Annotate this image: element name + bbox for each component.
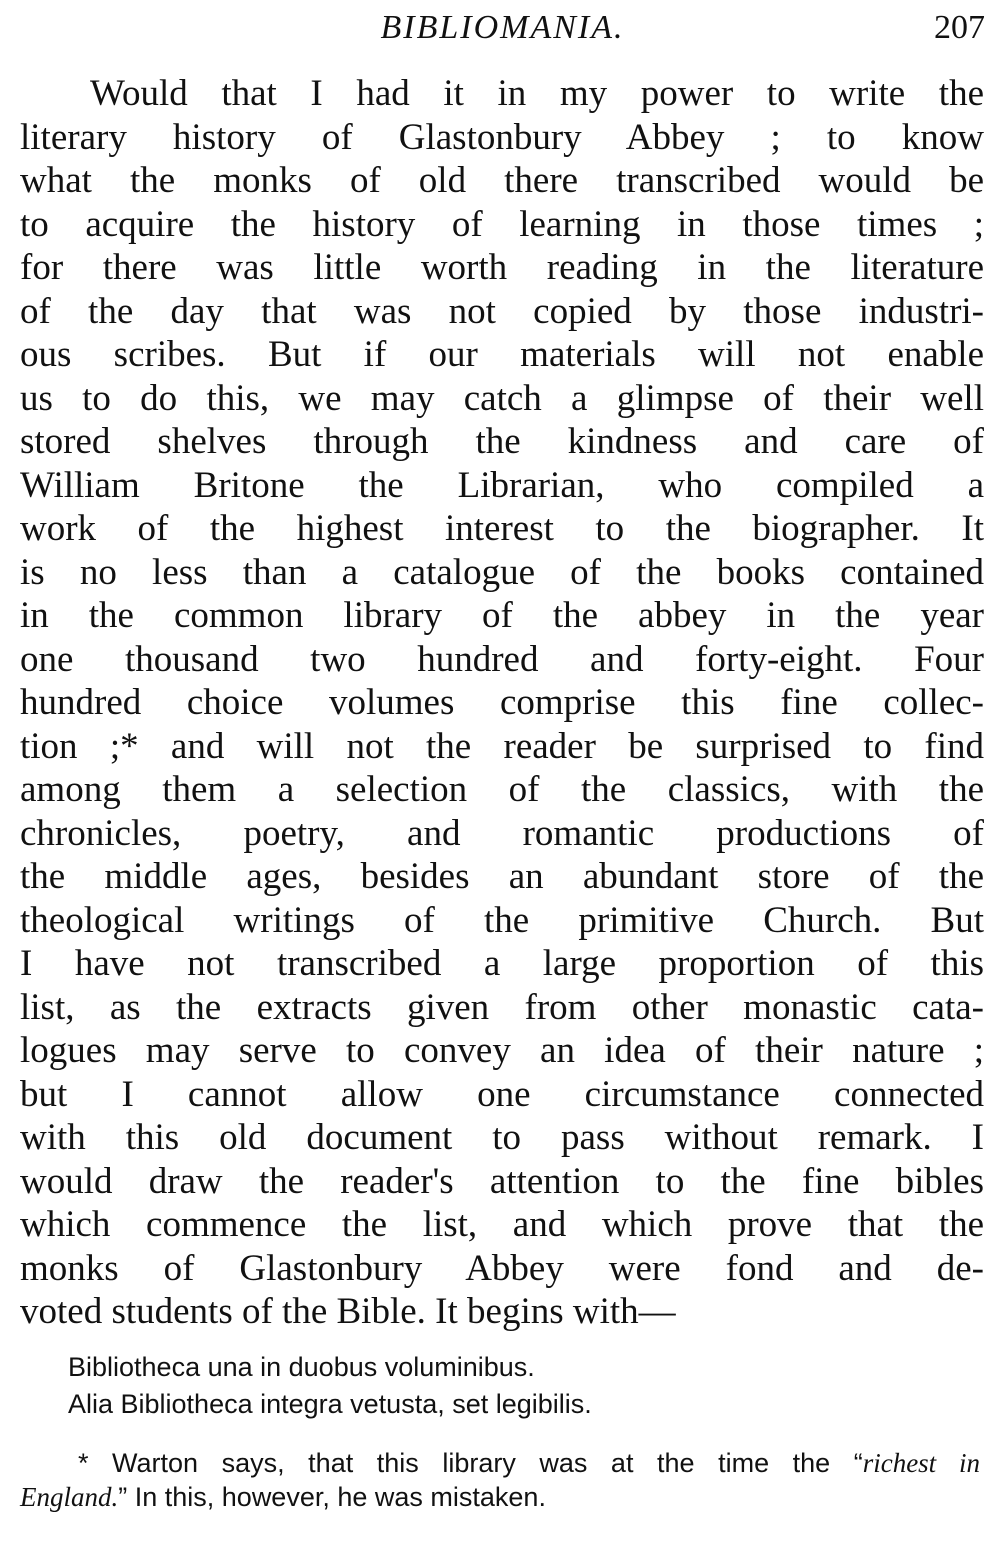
- body-line: monks of Glastonbury Abbey were fond and de-: [20, 1247, 984, 1289]
- body-line: but I cannot allow one circumstance connected: [20, 1073, 984, 1115]
- body-line: what the monks of old there transcribed would be: [20, 160, 984, 201]
- body-line: would draw the reader's attention to the fine bibles: [20, 1160, 984, 1202]
- body-line: logues may serve to convey an idea of their nature ;: [20, 1030, 984, 1071]
- body-line: for there was little worth reading in the literature: [20, 247, 984, 288]
- footnote: [20, 1446, 980, 1514]
- body-line: to acquire the history of learning in those times ;: [20, 203, 984, 245]
- body-line: in the common library of the abbey in the year: [20, 595, 984, 636]
- body-line: us to do this, we may catch a glimpse of their well: [20, 377, 984, 419]
- body-line: I have not transcribed a large proportion of this: [20, 943, 984, 984]
- catalogue-entry: Bibliotheca una in duobus voluminibus.: [68, 1352, 535, 1382]
- body-line: tion ;* and will not the reader be surprised to find: [20, 725, 984, 767]
- body-line: the middle ages, besides an abundant store of the: [20, 856, 984, 897]
- body-line: theological writings of the primitive Church. But: [20, 899, 984, 941]
- page-number: 207: [934, 9, 985, 46]
- footnote-line: [20, 1480, 980, 1514]
- body-line: voted students of the Bible. It begins with—: [20, 1291, 676, 1332]
- running-head: [20, 6, 985, 50]
- running-title: BIBLIOMANIA.: [380, 9, 625, 46]
- body-line: which commence the list, and which prove that the: [20, 1204, 984, 1245]
- body-line: literary history of Glastonbury Abbey ; to know: [20, 116, 984, 158]
- body-line: chronicles, poetry, and romantic productions of: [20, 812, 984, 854]
- footnote-quote: England.: [20, 1482, 119, 1512]
- footnote-line: [20, 1446, 980, 1480]
- footnote-text: ” In this, however, he was mistaken.: [118, 1482, 546, 1512]
- body-line: is no less than a catalogue of the books contained: [20, 551, 984, 593]
- body-paragraph: [20, 72, 984, 1334]
- body-line: ous scribes. But if our materials will not enable: [20, 334, 984, 375]
- body-line: among them a selection of the classics, with the: [20, 769, 984, 810]
- body-line: with this old document to pass without remark. I: [20, 1117, 984, 1158]
- body-line: list, as the extracts given from other monastic cata-: [20, 986, 984, 1028]
- body-line: stored shelves through the kindness and care of: [20, 421, 984, 462]
- body-line: work of the highest interest to the biographer. It: [20, 508, 984, 549]
- body-line: William Britone the Librarian, who compiled a: [20, 464, 984, 506]
- body-line: Would that I had it in my power to write the: [90, 73, 984, 114]
- catalogue-entry: Alia Bibliotheca integra vetusta, set legibilis.: [68, 1389, 592, 1419]
- footnote-text: * Warton says, that this library was at the time the “: [78, 1448, 863, 1478]
- body-line: hundred choice volumes comprise this fine collec-: [20, 682, 984, 723]
- footnote-quote: richest in: [862, 1448, 980, 1478]
- body-line: of the day that was not copied by those industri-: [20, 290, 984, 332]
- body-line: one thousand two hundred and forty-eight. Four: [20, 638, 984, 680]
- catalogue-extract: [68, 1349, 968, 1423]
